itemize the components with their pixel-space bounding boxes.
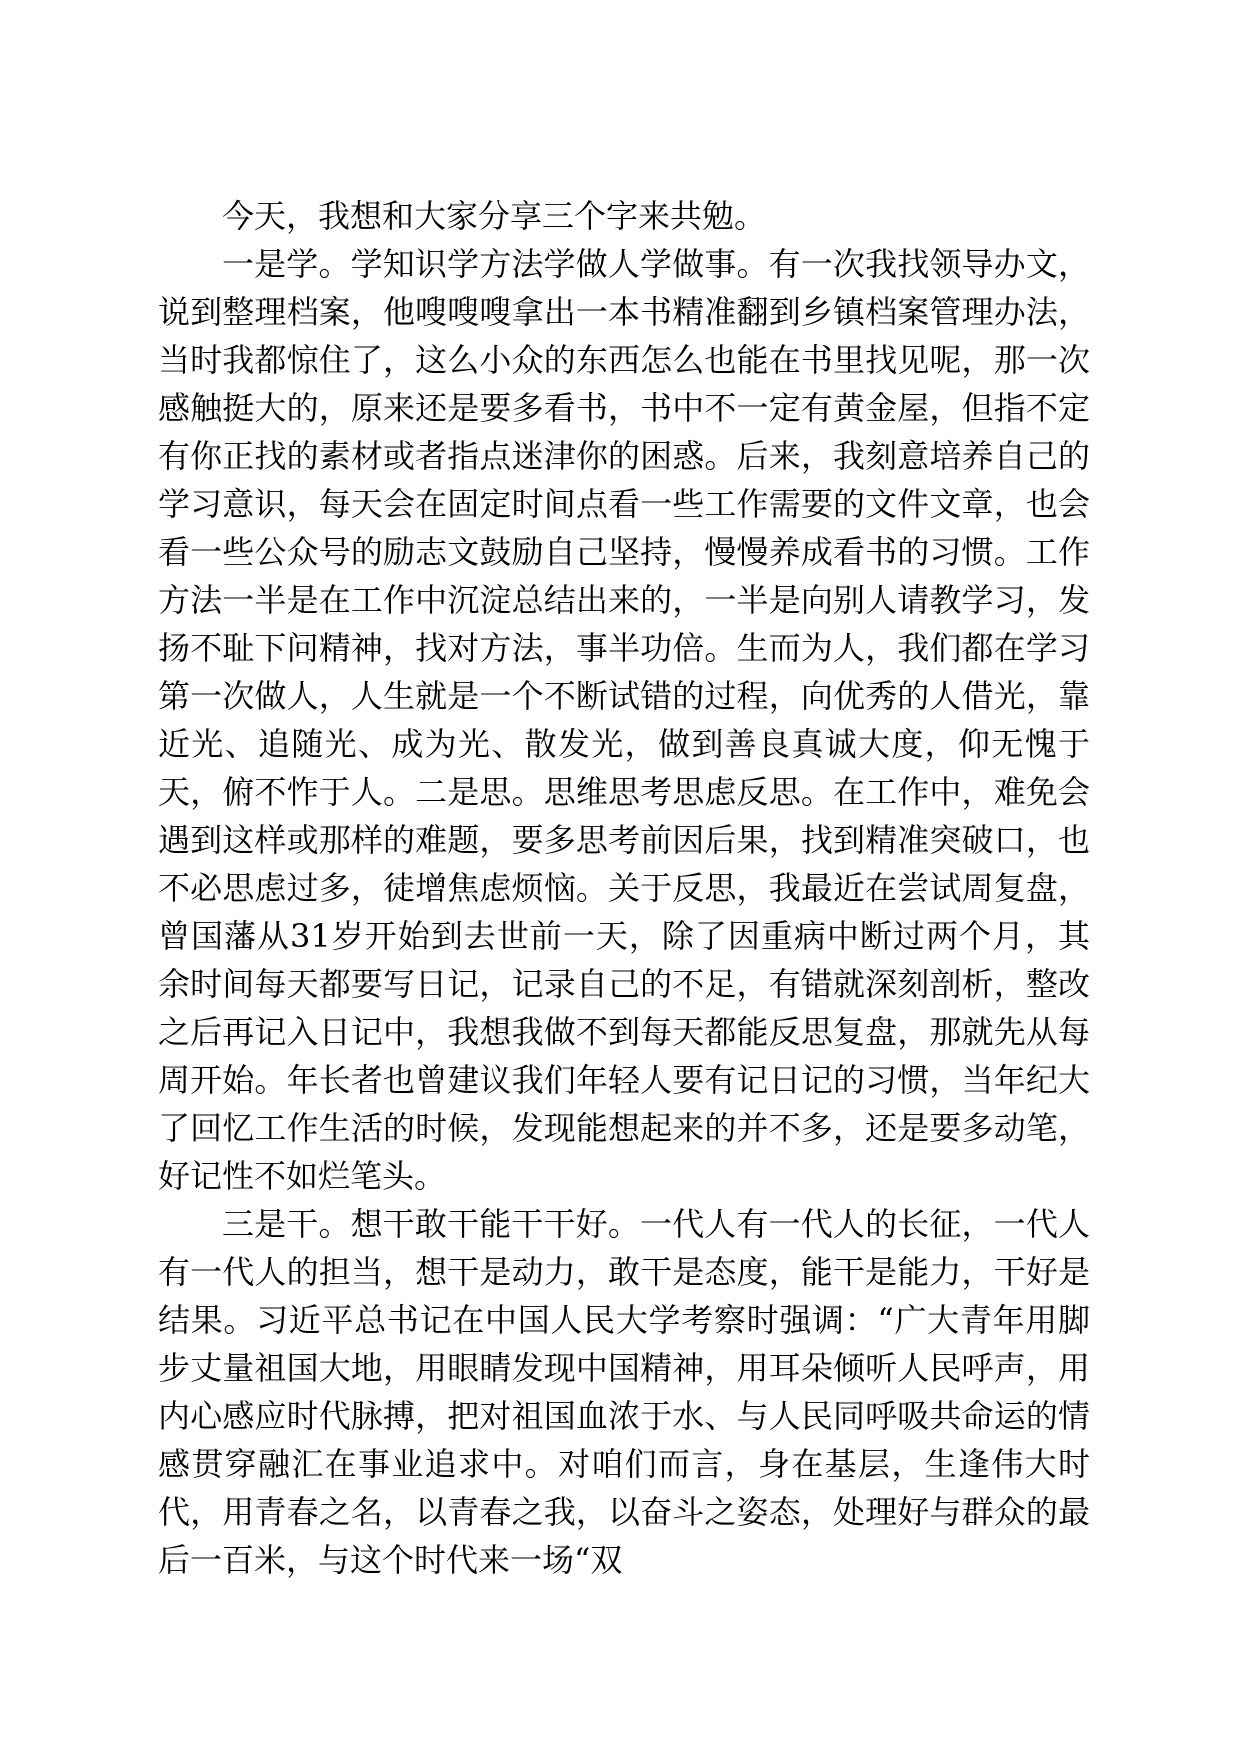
paragraph-do: 三是干。想干敢干能干干好。一代人有一代人的长征，一代人有一代人的担当，想干是动力，敢干是态度，能干是能力，干好是结果。习近平总书记在中国人民大学考察时强调：“广大青年用脚步丈量祖国大地，用眼睛发现中国精神，用耳朵倾听人民呼声，用内心感应时代脉搏，把对祖国血浓于水、与人民同呼吸共命运的情感贯穿融汇在事业追求中。对咱们而言，身在基层，生逢伟大时代，用青春之名，以青春之我，以奋斗之姿态，处理好与群众的最后一百米，与这个时代来一场“双: [158, 1205, 1090, 1579]
paragraph-learn-and-think: 一是学。学知识学方法学做人学做事。有一次我找领导办文，说到整理档案，他嗖嗖嗖拿出一本书精准翻到乡镇档案管理办法，当时我都惊住了，这么小众的东西怎么也能在书里找见呢，那一次感触挺大的，原来还是要多看书，书中不一定有黄金屋，但指不定有你正找的素材或者指点迷津你的困惑。后来，我刻意培养自己的学习意识，每天会在固定时间点看一些工作需要的文件文章，也会看一些公众号的励志文鼓励自己坚持，慢慢养成看书的习惯。工作方法一半是在工作中沉淀总结出来的，一半是向别人请教学习，发扬不耻下问精神，找对方法，事半功倍。生而为人，我们都在学习第一次做人，人生就是一个不断试错的过程，向优秀的人借光，靠近光、追随光、成为光、散发光，做到善良真诚大度，仰无愧于天，俯不怍于人。二是思。思维思考思虑反思。在工作中，难免会遇到这样或那样的难题，要多思考前因后果，找到精准突破口，也不必思虑过多，徒增焦虑烦恼。关于反思，我最近在尝试周复盘，曾国藩从31岁开始到去世前一天，除了因重病中断过两个月，其余时间每天都要写日记，记录自己的不足，有错就深刻剖析，整改之后再记入日记中，我想我做不到每天都能反思复盘，那就先从每周开始。年长者也曾建议我们年轻人要有记日记的习惯，当年纪大了回忆工作生活的时候，发现能想起来的并不多，还是要多动笔，好记性不如烂笔头。: [158, 245, 1090, 1195]
document-page: [158, 192, 1090, 1584]
paragraph-intro: 今天，我想和大家分享三个字来共勉。: [222, 197, 767, 235]
